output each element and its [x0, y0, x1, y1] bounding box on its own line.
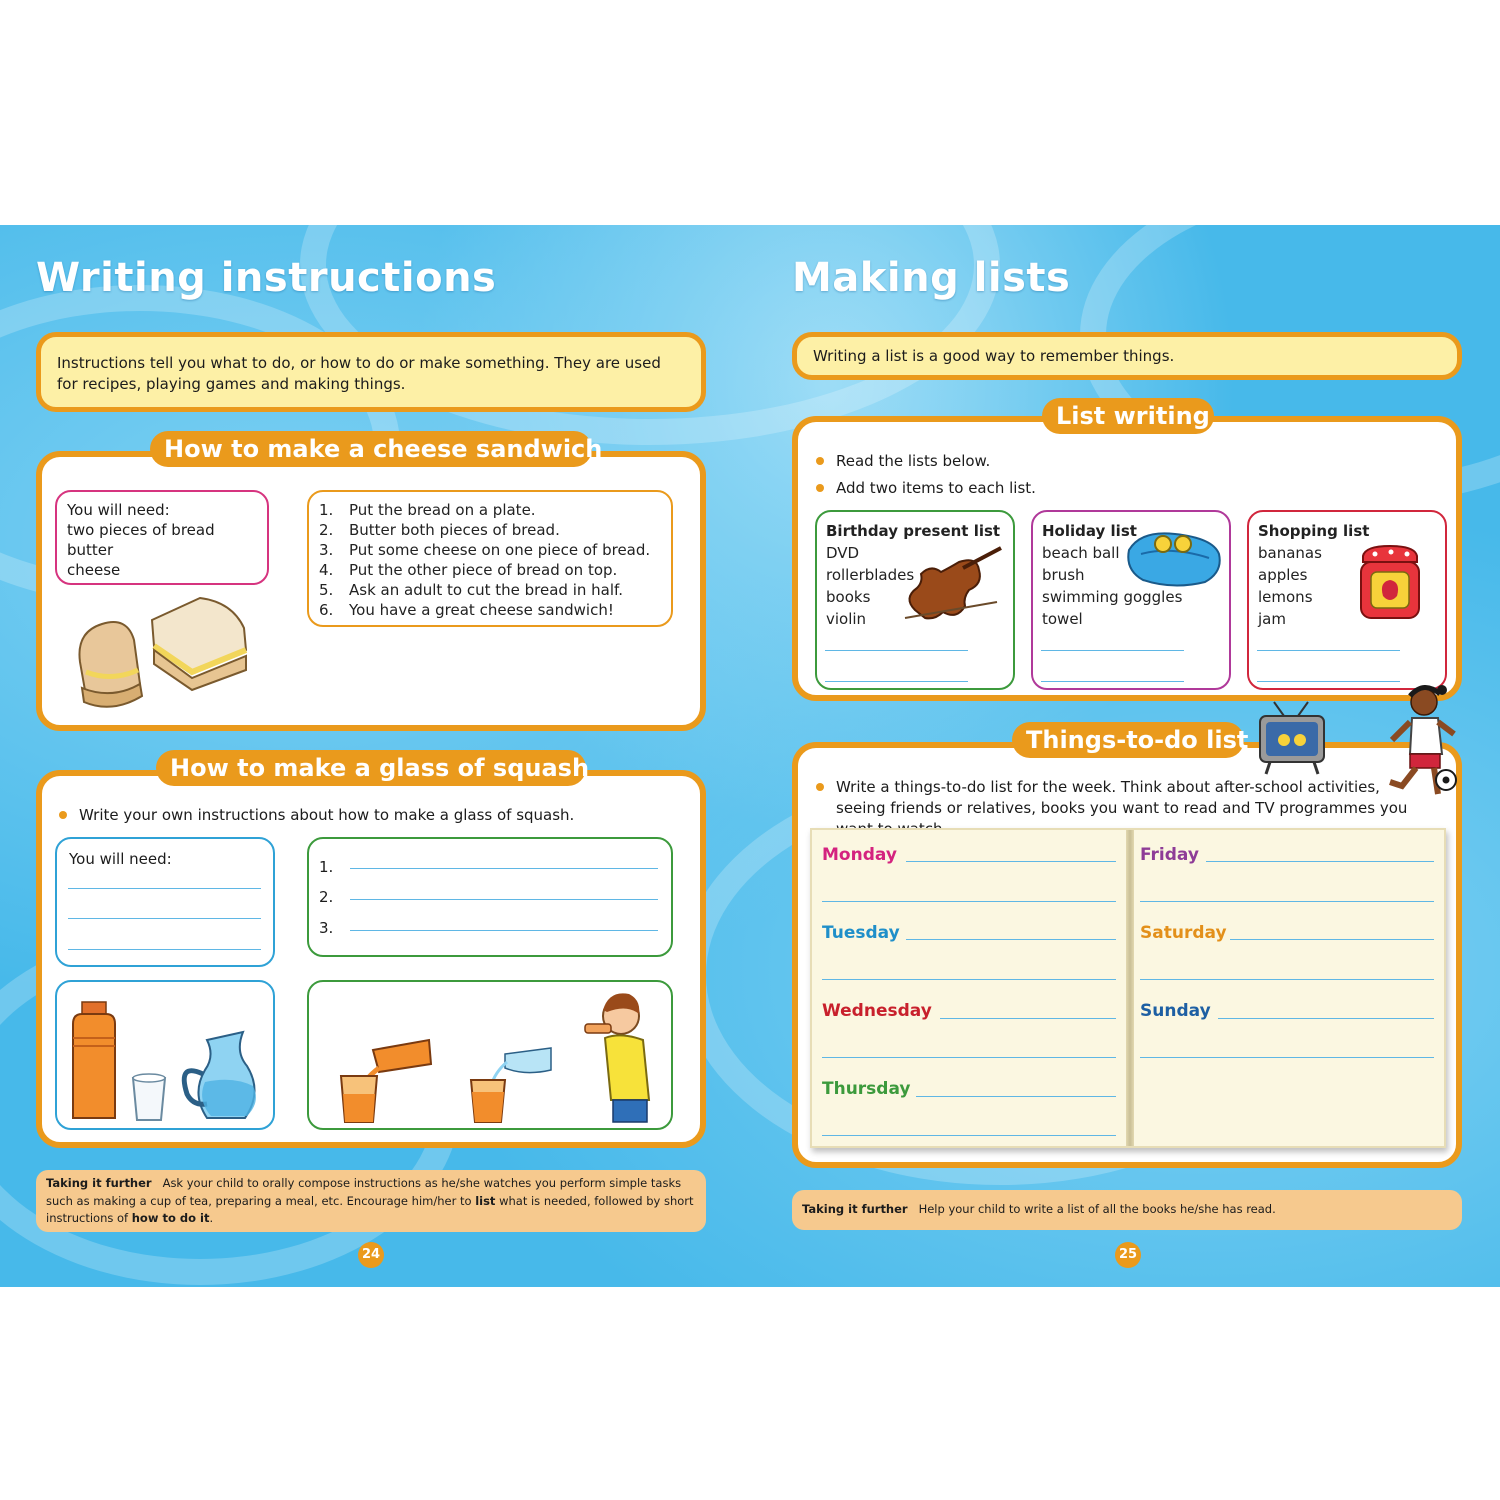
things-to-do-book — [810, 828, 1446, 1148]
writing-line[interactable] — [350, 930, 658, 931]
writing-line[interactable] — [906, 861, 1116, 862]
page-number-left: 24 — [358, 1242, 384, 1268]
birthday-present-list-box — [815, 510, 1015, 690]
intro-text: Writing a list is a good way to remember things. — [813, 347, 1175, 365]
day-sunday: Sunday — [1140, 1001, 1211, 1021]
step-number: 1. — [319, 858, 334, 876]
book-spine — [1126, 830, 1134, 1146]
list-item: lemons — [1258, 588, 1313, 606]
right-taking-it-further — [792, 1190, 1462, 1230]
step-number: 3. — [319, 919, 334, 937]
writing-line[interactable] — [822, 901, 1116, 902]
writing-line[interactable] — [350, 868, 658, 869]
list-item: jam — [1258, 610, 1286, 628]
writing-line[interactable] — [1230, 939, 1434, 940]
violin-icon — [901, 540, 1005, 624]
footer-bold-list: list — [475, 1193, 496, 1208]
need-item: cheese — [67, 561, 121, 579]
writing-line[interactable] — [1140, 979, 1434, 980]
writing-line[interactable] — [68, 949, 261, 950]
list-item: DVD — [826, 544, 860, 562]
step-number: 2. — [319, 888, 334, 906]
step-item: 6. You have a great cheese sandwich! — [319, 601, 614, 619]
list-item: violin — [826, 610, 867, 628]
squash-method-illustration — [309, 982, 671, 1128]
list-item: towel — [1042, 610, 1083, 628]
day-wednesday: Wednesday — [822, 1001, 932, 1021]
list-item: brush — [1042, 566, 1085, 584]
day-monday: Monday — [822, 845, 897, 865]
writing-line[interactable] — [1257, 681, 1400, 682]
writing-line[interactable] — [350, 899, 658, 900]
step-item: 3. Put some cheese on one piece of bread. — [319, 541, 651, 559]
step-item: 1. Put the bread on a plate. — [319, 501, 536, 519]
day-thursday: Thursday — [822, 1079, 911, 1099]
footer-lead: Taking it further — [802, 1202, 908, 1216]
writing-line[interactable] — [822, 1057, 1116, 1058]
writing-line[interactable] — [822, 979, 1116, 980]
writing-line[interactable] — [916, 1096, 1116, 1097]
list-item: books — [826, 588, 871, 606]
list-writing-heading: List writing — [1042, 398, 1214, 434]
intro-note-lists — [792, 332, 1462, 380]
jam-jar-icon — [1357, 544, 1423, 620]
writing-line[interactable] — [1041, 681, 1184, 682]
step-item: 4. Put the other piece of bread on top. — [319, 561, 618, 579]
intro-text: Instructions tell you what to do, or how to do or make something. They are used for recipes, playing games and making things. — [57, 354, 661, 393]
things-to-do-heading: Things-to-do list — [1012, 722, 1244, 758]
page-title-writing-instructions: Writing instructions — [36, 255, 497, 301]
footer-text: . — [209, 1211, 214, 1225]
tv-icon — [1254, 700, 1330, 776]
sandwich-steps-box — [307, 490, 673, 627]
squash-steps-box — [307, 837, 673, 957]
list-title: Holiday list — [1042, 522, 1137, 540]
squash-needs-box — [55, 837, 275, 967]
todo-instruction: Write a things-to-do list for the week. Think about after-school activities, seeing friends or relatives, books you want to read and TV programmes you — [814, 777, 1424, 840]
writing-line[interactable] — [1218, 1018, 1434, 1019]
list-item: rollerblades — [826, 566, 915, 584]
step-item: 5. Ask an adult to cut the bread in half. — [319, 581, 623, 599]
writing-line[interactable] — [825, 681, 968, 682]
day-friday: Friday — [1140, 845, 1199, 865]
step-item: 2. Butter both pieces of bread. — [319, 521, 560, 539]
footer-lead: Taking it further — [46, 1176, 152, 1190]
writing-line[interactable] — [1041, 650, 1184, 651]
list-item: swimming goggles — [1042, 588, 1183, 606]
writing-line[interactable] — [822, 1135, 1116, 1136]
squash-heading: How to make a glass of squash — [156, 750, 586, 786]
left-taking-it-further — [36, 1170, 706, 1232]
writing-line[interactable] — [1140, 901, 1434, 902]
footer-bold-how: how to do it — [131, 1211, 210, 1225]
page-number-right: 25 — [1115, 1242, 1141, 1268]
squash-ingredients-illustration — [57, 982, 273, 1128]
list-item: apples — [1258, 566, 1308, 584]
footer-text: Help your child to write a list of all the books he/she has read. — [918, 1202, 1276, 1216]
writing-line[interactable] — [68, 918, 261, 919]
sandwich-needs-box — [55, 490, 269, 585]
needs-title: You will need: — [67, 501, 170, 519]
squash-instruction: Write your own instructions about how to make a glass of squash. — [57, 805, 677, 826]
list-title: Birthday present list — [826, 522, 1001, 540]
needs-title: You will need: — [69, 850, 172, 868]
writing-line[interactable] — [1257, 650, 1400, 651]
need-item: two pieces of bread — [67, 521, 215, 539]
writing-line[interactable] — [940, 1018, 1116, 1019]
sandwich-illustration — [72, 592, 252, 717]
footer-text: what is needed, followed by short instructions of — [46, 1193, 694, 1225]
intro-note-instructions — [36, 332, 706, 412]
towel-goggles-icon — [1121, 524, 1225, 590]
shopping-list-box — [1247, 510, 1447, 690]
squash-method-picture-box — [307, 980, 673, 1130]
writing-line[interactable] — [1206, 861, 1434, 862]
cheese-sandwich-heading: How to make a cheese sandwich — [150, 431, 592, 467]
writing-line[interactable] — [1140, 1057, 1434, 1058]
list-item: bananas — [1258, 544, 1322, 562]
need-item: butter — [67, 541, 114, 559]
squash-ingredients-picture-box — [55, 980, 275, 1130]
sandwich-steps-list — [319, 500, 661, 620]
day-saturday: Saturday — [1140, 923, 1227, 943]
holiday-list-box — [1031, 510, 1231, 690]
footer-text: Ask your child to orally compose instructions as he/she watches you perform simple tasks such as making a cup of tea, preparing a meal, etc. Encourage him/her to — [46, 1176, 682, 1208]
list-writing-bullet: Read the lists below. — [814, 451, 1414, 472]
writing-line[interactable] — [906, 939, 1116, 940]
writing-line[interactable] — [825, 650, 968, 651]
list-item: beach ball — [1042, 544, 1120, 562]
list-title: Shopping list — [1258, 522, 1370, 540]
page-title-making-lists: Making lists — [792, 255, 1071, 301]
day-tuesday: Tuesday — [822, 923, 900, 943]
list-writing-bullet: Add two items to each list. — [814, 478, 1414, 499]
writing-line[interactable] — [68, 888, 261, 889]
